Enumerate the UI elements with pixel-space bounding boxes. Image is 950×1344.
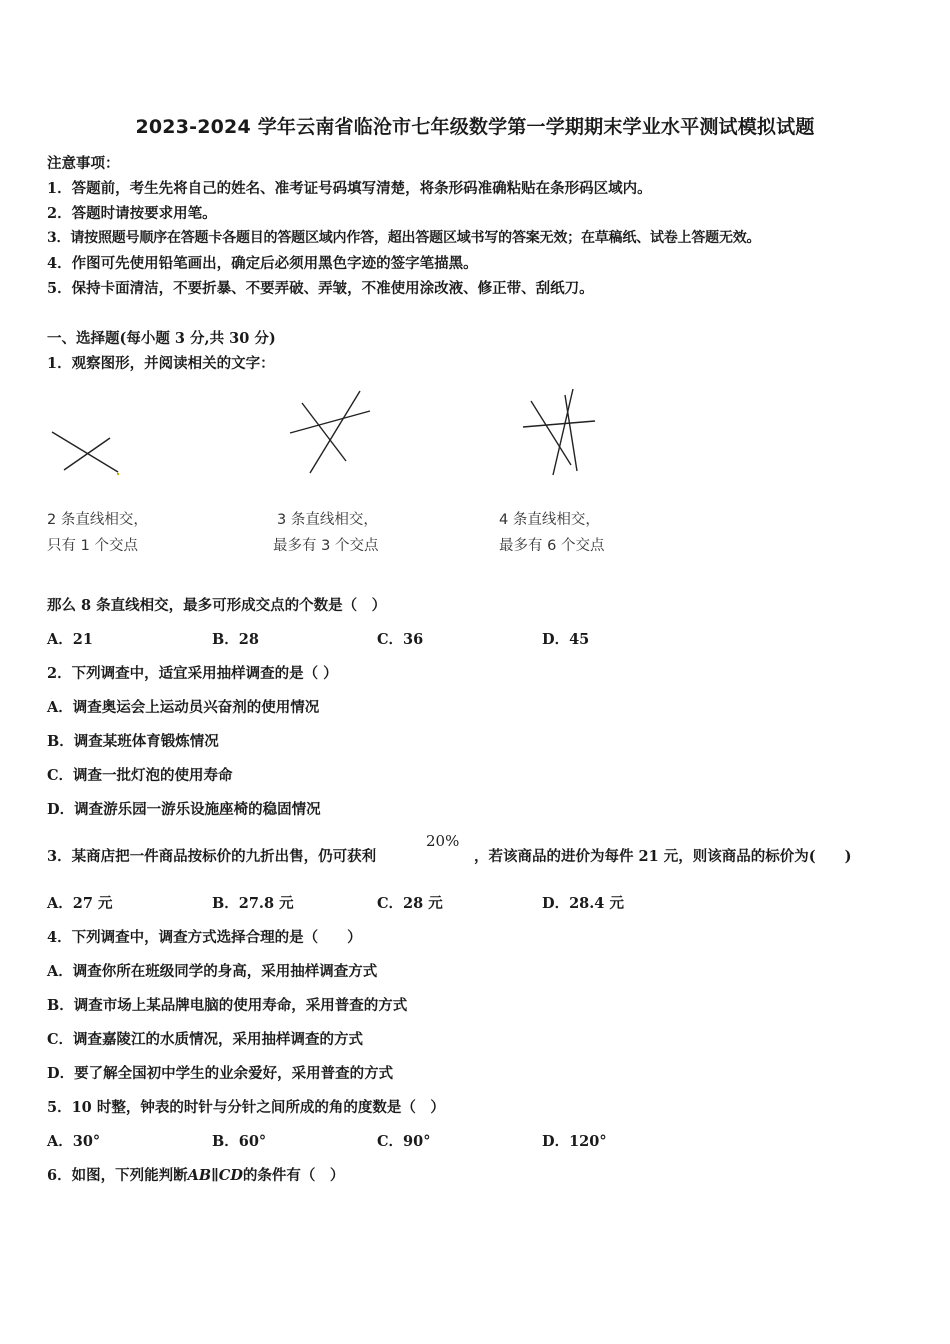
q5-option-c: C．90° (377, 1133, 431, 1150)
q5-option-b: B．60° (212, 1133, 267, 1150)
q2-option-d: D．调查游乐园一游乐设施座椅的稳固情况 (47, 801, 321, 818)
q4-option-a: A．调查你所在班级同学的身高，采用抽样调查方式 (47, 963, 378, 980)
q3-option-d: D．28.4 元 (542, 895, 624, 912)
q3-option-c: C．28 元 (377, 895, 443, 912)
q1-option-c: C．36 (377, 631, 424, 648)
question-3-stem-b: ，若该商品的进价为每件 21 元，则该商品的标价为( ) (474, 848, 852, 865)
question-3-stem-a: 3．某商店把一件商品按标价的九折出售，仍可获利 (47, 848, 377, 865)
q4-option-c: C．调查嘉陵江的水质情况，采用抽样调查的方式 (47, 1031, 364, 1048)
q1-option-d: D．45 (542, 631, 590, 648)
question-6-stem: 6．如图，下列能判断AB∥CD的条件有（ ） (47, 1167, 345, 1184)
q1-option-b: B．28 (212, 631, 259, 648)
four-lines-figure (515, 383, 605, 478)
question-2-stem: 2．下列调查中，适宜采用抽样调查的是（ ） (47, 665, 338, 682)
q5-option-a: A．30° (47, 1133, 101, 1150)
q4-option-d: D．要了解全国初中学生的业余爱好，采用普查的方式 (47, 1065, 394, 1082)
notice-item: 2．答题时请按要求用笔。 (47, 205, 217, 222)
question-1-stem: 1．观察图形，并阅读相关的文字： (47, 355, 275, 372)
q5-option-d: D．120° (542, 1133, 607, 1150)
q2-option-c: C．调查一批灯泡的使用寿命 (47, 767, 233, 784)
question-5-stem: 5．10 时整，钟表的时针与分针之间所成的角的度数是（ ） (47, 1099, 445, 1116)
page-title: 2023-2024 学年云南省临沧市七年级数学第一学期期末学业水平测试模拟试题 (135, 116, 815, 138)
q1-option-a: A．21 (47, 631, 93, 648)
notice-item: 1．答题前，考生先将自己的姓名、准考证号码填写清楚，将条形码准确粘贴在条形码区域内。 (47, 180, 652, 197)
caption-four-lines: 4 条直线相交， 最多有 6 个交点 (499, 512, 605, 554)
q2-option-b: B．调查某班体育锻炼情况 (47, 733, 219, 750)
caption-three-lines: 3 条直线相交， 最多有 3 个交点 (273, 512, 379, 554)
q3-option-a: A．27 元 (47, 895, 113, 912)
caption-two-lines: 2 条直线相交， 只有 1 个交点 (47, 512, 148, 554)
question-4-stem: 4．下列调查中，调查方式选择合理的是（ ） (47, 929, 362, 946)
question-6-math: AB∥CD (187, 1167, 243, 1184)
q4-option-b: B．调查市场上某品牌电脑的使用寿命，采用普查的方式 (47, 997, 408, 1014)
three-lines-figure (280, 385, 380, 480)
question-3-percent: 20% (426, 832, 460, 850)
notice-item: 3．请按照题号顺序在答题卡各题目的答题区域内作答，超出答题区域书写的答案无效；在草稿纸、试卷上答题无效。 (47, 230, 761, 246)
q3-option-b: B．27.8 元 (212, 895, 294, 912)
notice-heading: 注意事项： (47, 155, 120, 172)
notice-item: 5．保持卡面清洁，不要折暴、不要弄破、弄皱，不准使用涂改液、修正带、刮纸刀。 (47, 280, 594, 297)
notice-item: 4．作图可先使用铅笔画出，确定后必须用黑色字迹的签字笔描黑。 (47, 255, 478, 272)
two-lines-figure (40, 420, 130, 480)
q2-option-a: A．调查奥运会上运动员兴奋剂的使用情况 (47, 699, 320, 716)
section-heading: 一、选择题(每小题 3 分,共 30 分) (47, 330, 276, 347)
question-1-text: 那么 8 条直线相交，最多可形成交点的个数是（ ） (47, 597, 387, 614)
